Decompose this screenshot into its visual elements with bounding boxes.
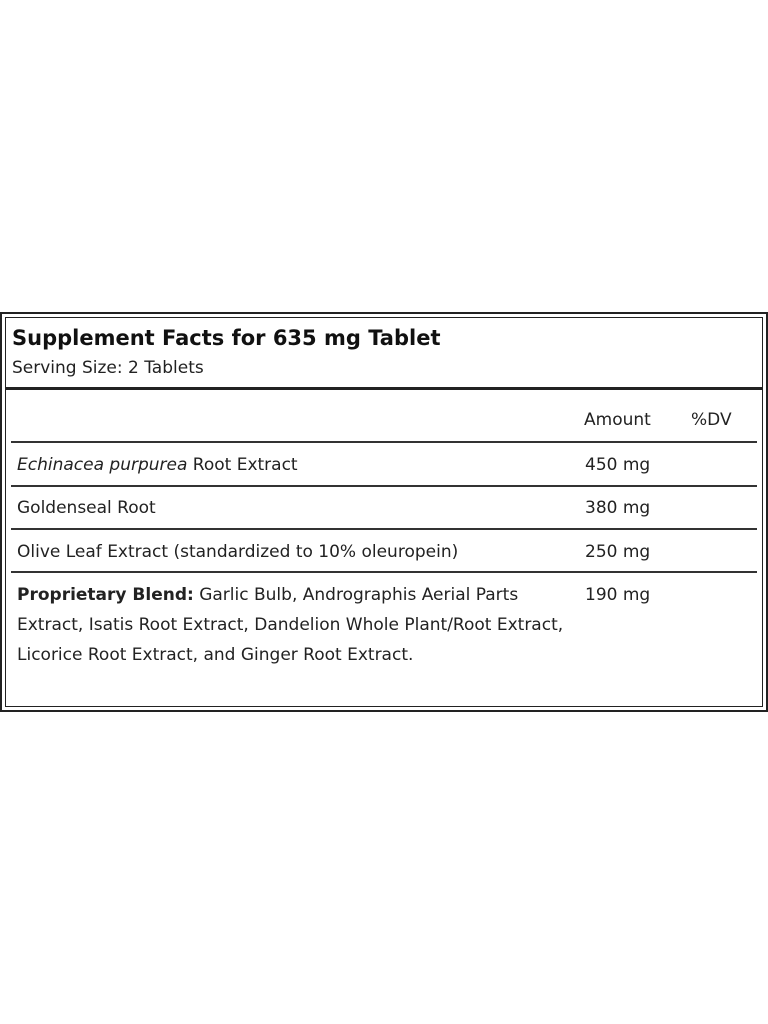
supplement-facts-panel <box>0 312 768 712</box>
ingredient-name-goldenseal: Goldenseal Root <box>17 498 156 518</box>
dv-header: %DV <box>691 410 732 430</box>
ingredient-name-olive-leaf: Olive Leaf Extract (standardized to 10% oleuropein) <box>17 542 459 562</box>
ingredient-name-proprietary-blend <box>17 580 577 670</box>
row-divider <box>11 528 757 530</box>
serving-size: Serving Size: 2 Tablets <box>12 358 204 378</box>
proprietary-blend-ingredients: Garlic Bulb, Andrographis Aerial Parts Extract, Isatis Root Extract, Dandelion Whole Plant/Root Extract, Licorice Root Extract, and Ginger Root Extract. <box>17 585 564 665</box>
proprietary-blend-label: Proprietary Blend: <box>17 585 194 605</box>
ingredient-name-suffix: Root Extract <box>187 455 298 475</box>
thick-divider <box>6 387 762 390</box>
header-divider <box>11 441 757 443</box>
ingredient-amount-echinacea: 450 mg <box>585 455 651 475</box>
ingredient-amount-proprietary-blend: 190 mg <box>585 585 651 605</box>
row-divider <box>11 571 757 573</box>
facts-title: Supplement Facts for 635 mg Tablet <box>12 326 441 350</box>
ingredient-amount-olive-leaf: 250 mg <box>585 542 651 562</box>
ingredient-amount-goldenseal: 380 mg <box>585 498 651 518</box>
ingredient-name-italic: Echinacea purpurea <box>17 455 188 475</box>
amount-header: Amount <box>584 410 651 430</box>
row-divider <box>11 485 757 487</box>
supplement-facts-inner-border <box>5 317 763 707</box>
ingredient-name-echinacea <box>17 450 298 480</box>
